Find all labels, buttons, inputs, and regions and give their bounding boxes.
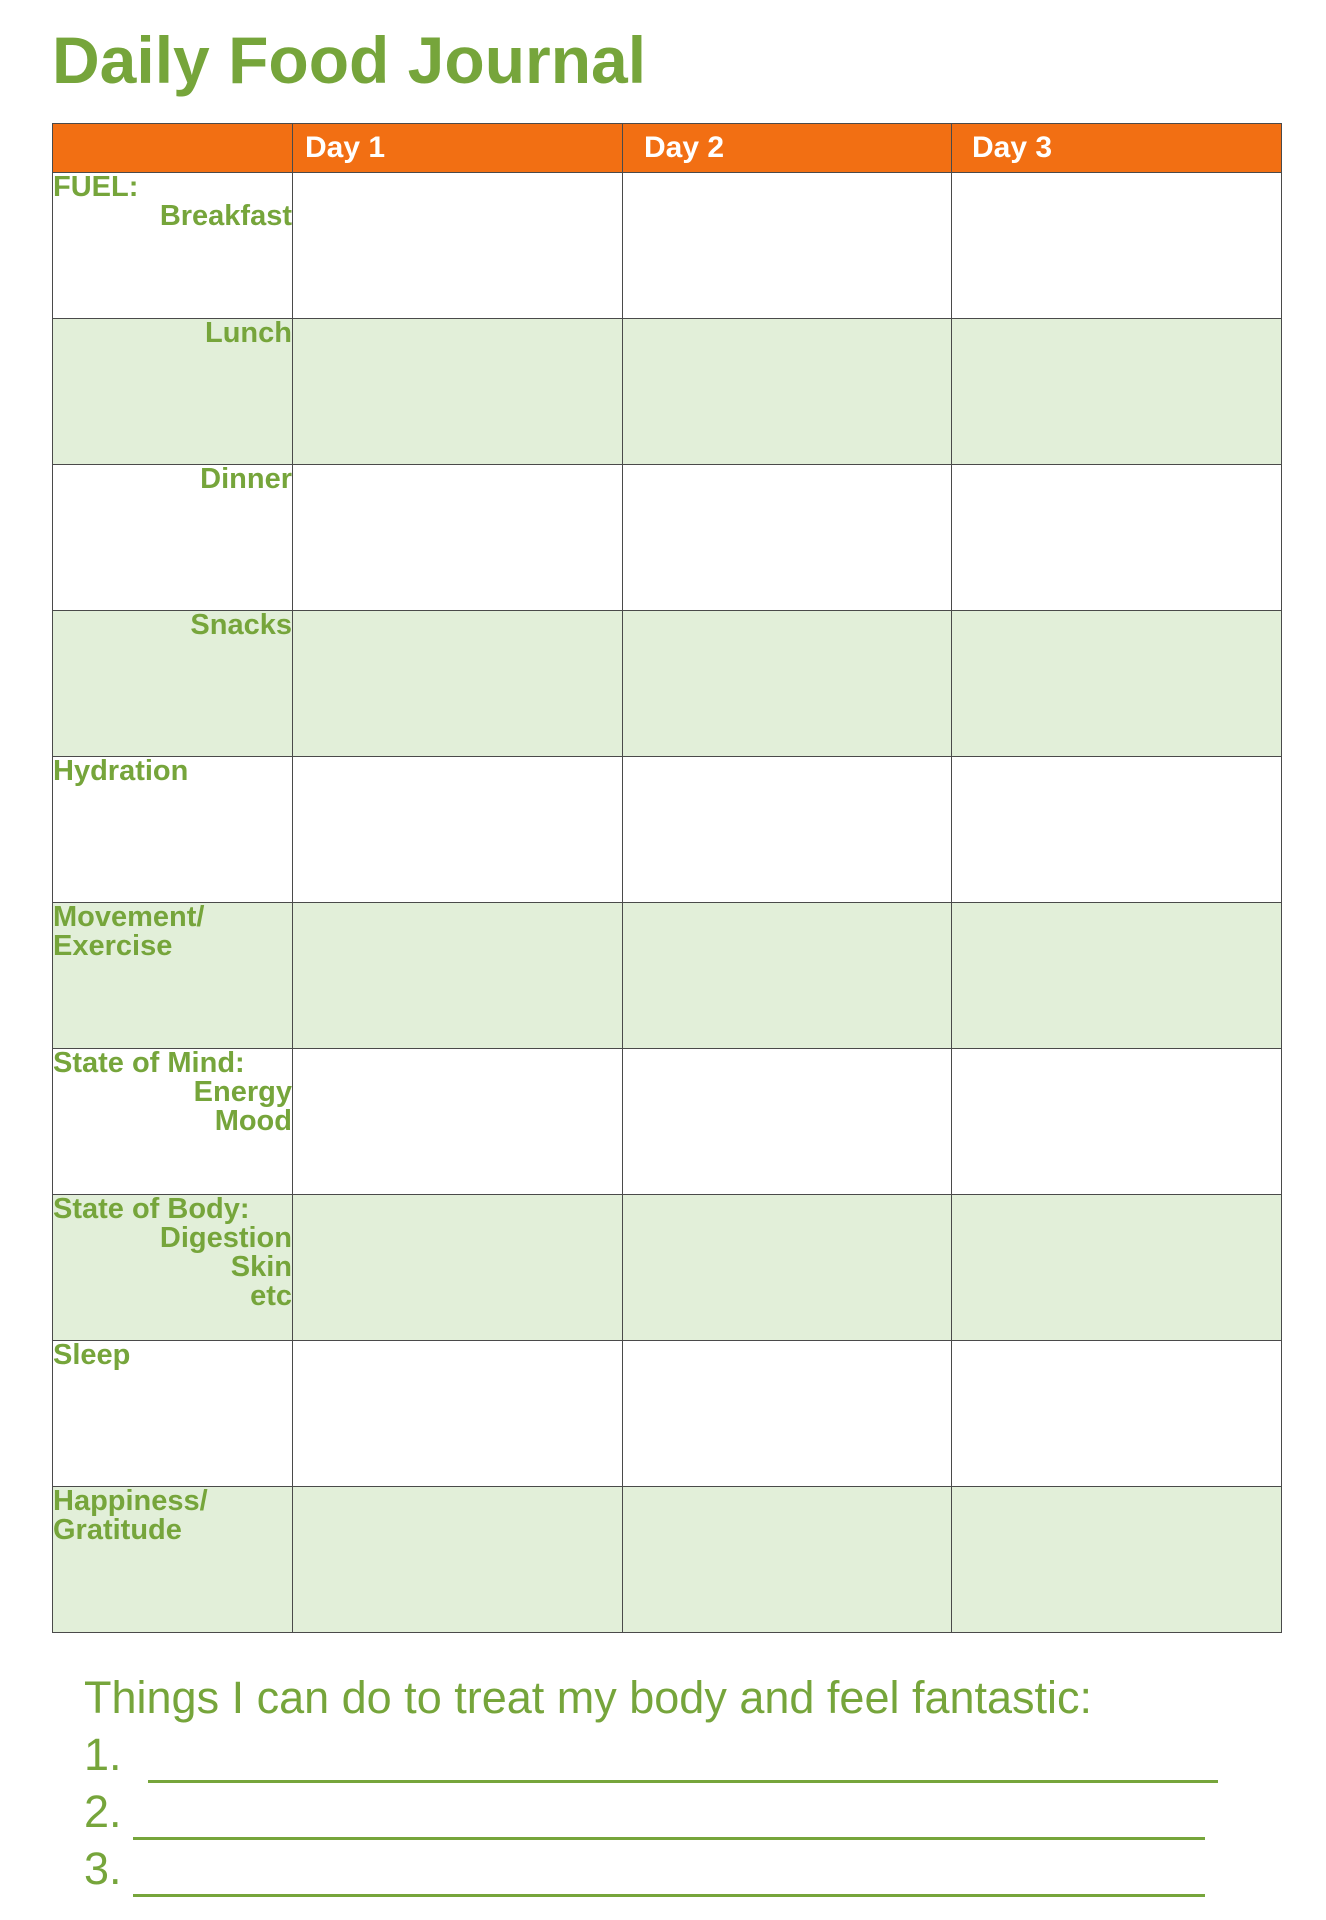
table-row [53, 903, 1282, 1049]
header-day-3: Day 3 [952, 124, 1282, 173]
journal-table [52, 123, 1282, 1633]
writing-line-1[interactable] [148, 1742, 1218, 1783]
entry-cell-day-3[interactable] [952, 611, 1282, 757]
writing-line-3[interactable] [133, 1856, 1205, 1897]
row-label-line: Lunch [205, 317, 292, 349]
row-label [53, 465, 293, 611]
row-label [53, 903, 293, 1049]
entry-cell-day-3[interactable] [952, 319, 1282, 465]
item-number: 1. [84, 1729, 122, 1780]
table-row [53, 757, 1282, 903]
table-row [53, 465, 1282, 611]
things-item-2 [84, 1783, 1218, 1840]
header-row [53, 124, 1282, 173]
row-label-line: etc [250, 1280, 292, 1312]
things-item-1 [84, 1726, 1218, 1783]
row-label [53, 1195, 293, 1341]
row-label-line: Mood [214, 1105, 292, 1137]
header-day-2: Day 2 [623, 124, 952, 173]
row-label [53, 757, 293, 903]
entry-cell-day-1[interactable] [293, 757, 623, 903]
header-day-1: Day 1 [293, 124, 623, 173]
entry-cell-day-1[interactable] [293, 611, 623, 757]
row-label-line: Movement/ [53, 901, 205, 933]
row-label [53, 1341, 293, 1487]
row-label-line: FUEL: [53, 171, 139, 203]
row-label-line: State of Mind: [53, 1047, 245, 1079]
table-row [53, 1341, 1282, 1487]
entry-cell-day-2[interactable] [623, 319, 952, 465]
entry-cell-day-3[interactable] [952, 757, 1282, 903]
entry-cell-day-2[interactable] [623, 1049, 952, 1195]
entry-cell-day-2[interactable] [623, 465, 952, 611]
entry-cell-day-2[interactable] [623, 1487, 952, 1633]
row-label [53, 1049, 293, 1195]
row-label [53, 173, 293, 319]
table-row [53, 611, 1282, 757]
row-label-line: Hydration [53, 755, 189, 787]
row-label-line: Digestion [159, 1222, 292, 1254]
table-row [53, 1195, 1282, 1341]
entry-cell-day-3[interactable] [952, 465, 1282, 611]
row-label-line: Skin [230, 1251, 292, 1283]
writing-line-2[interactable] [133, 1799, 1205, 1840]
row-label-line: Happiness/ [53, 1485, 208, 1517]
row-label-line: Gratitude [53, 1514, 182, 1546]
entry-cell-day-1[interactable] [293, 1195, 623, 1341]
row-label [53, 1487, 293, 1633]
row-label-line: Sleep [53, 1339, 131, 1371]
entry-cell-day-2[interactable] [623, 611, 952, 757]
entry-cell-day-2[interactable] [623, 903, 952, 1049]
row-label-line: Breakfast [159, 200, 292, 232]
entry-cell-day-2[interactable] [623, 173, 952, 319]
things-section [84, 1670, 1218, 1897]
journal-body [53, 173, 1282, 1633]
entry-cell-day-3[interactable] [952, 1341, 1282, 1487]
row-label-line: Dinner [200, 463, 292, 495]
row-label [53, 319, 293, 465]
entry-cell-day-2[interactable] [623, 1341, 952, 1487]
entry-cell-day-1[interactable] [293, 319, 623, 465]
entry-cell-day-1[interactable] [293, 173, 623, 319]
table-row [53, 319, 1282, 465]
row-label-line: State of Body: [53, 1193, 250, 1225]
entry-cell-day-1[interactable] [293, 1049, 623, 1195]
entry-cell-day-1[interactable] [293, 1341, 623, 1487]
things-item-3 [84, 1840, 1218, 1897]
entry-cell-day-2[interactable] [623, 757, 952, 903]
entry-cell-day-3[interactable] [952, 1195, 1282, 1341]
header-blank [53, 124, 293, 173]
table-row [53, 173, 1282, 319]
row-label-line: Exercise [53, 930, 173, 962]
entry-cell-day-3[interactable] [952, 1487, 1282, 1633]
entry-cell-day-3[interactable] [952, 173, 1282, 319]
entry-cell-day-1[interactable] [293, 1487, 623, 1633]
things-heading: Things I can do to treat my body and feel fantastic: [84, 1672, 1093, 1723]
entry-cell-day-3[interactable] [952, 1049, 1282, 1195]
row-label-line: Snacks [190, 609, 292, 641]
row-label-line: Energy [193, 1076, 292, 1108]
table-row [53, 1487, 1282, 1633]
entry-cell-day-2[interactable] [623, 1195, 952, 1341]
item-number: 3. [84, 1843, 122, 1894]
page-title: Daily Food Journal [52, 23, 647, 97]
row-label [53, 611, 293, 757]
entry-cell-day-1[interactable] [293, 903, 623, 1049]
entry-cell-day-1[interactable] [293, 465, 623, 611]
entry-cell-day-3[interactable] [952, 903, 1282, 1049]
table-row [53, 1049, 1282, 1195]
item-number: 2. [84, 1786, 122, 1837]
